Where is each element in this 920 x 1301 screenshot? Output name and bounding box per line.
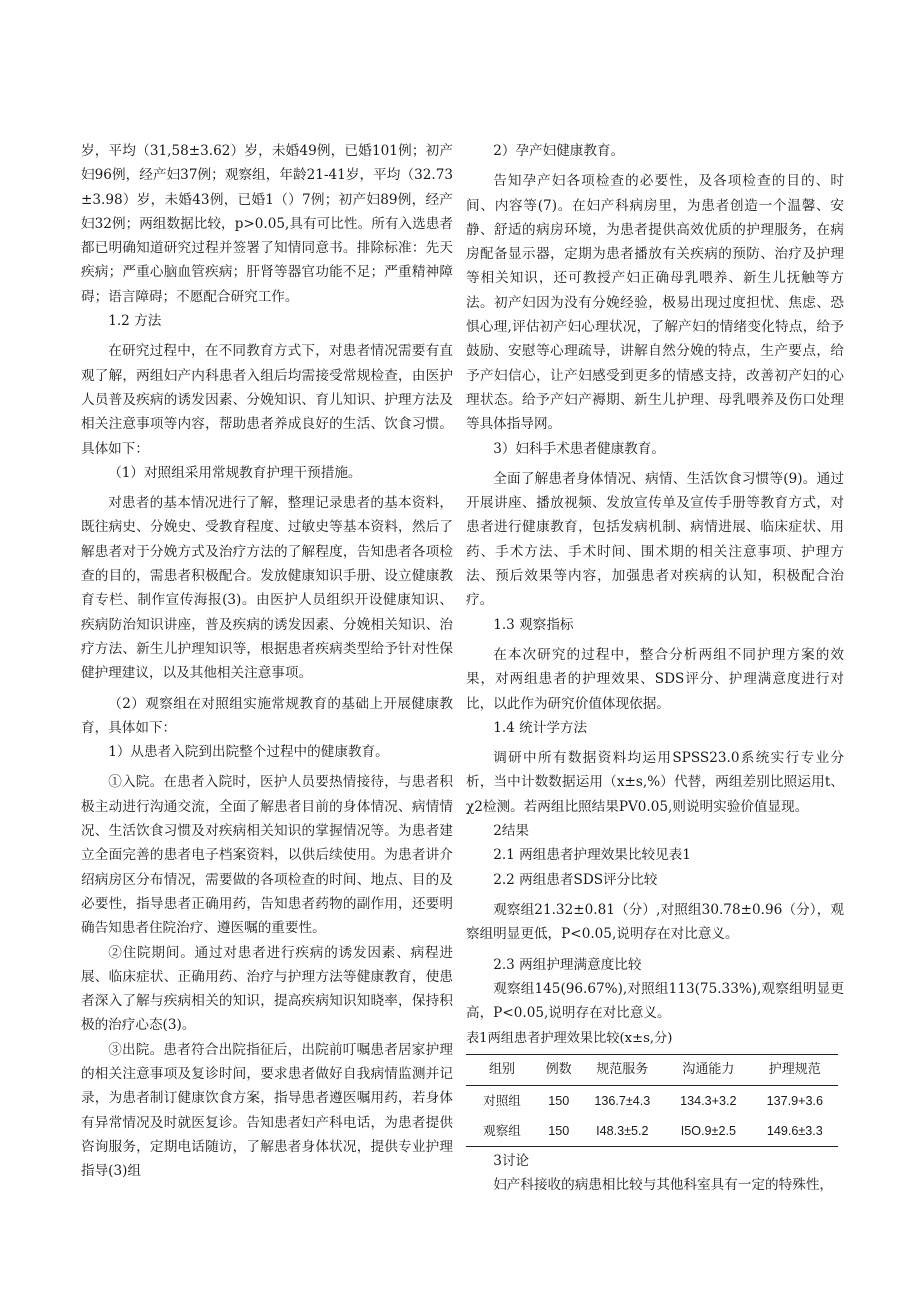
- right-column: [466, 139, 844, 1197]
- paragraph: ③出院。患者符合出院指征后，出院前叮嘱患者居家护理的相关注意事项及复诊时间，要求患者做好自我病情监测并记录，为患者制订健康饮食方案，指导患者遵医嘱用药，若身体有异常情况及时就医复诊。告知患者妇产科电话，为患者提供咨询服务，定期电话随访，了解患者身体状况，提供专业护理指导(3)组: [81, 1041, 453, 1180]
- paragraph: 妇产科接收的病患相比较与其他科室具有一定的特殊性，: [493, 1176, 834, 1193]
- table-cell: 149.6±3.3: [766, 1123, 823, 1138]
- table-cell: 对照组: [483, 1092, 521, 1108]
- paragraph: ②住院期间。通过对患者进行疾病的诱发因素、病程进展、临床症状、正确用药、治疗与护理方法等健康教育，使患者深入了解与疾病相关的知识，提高疾病知识知晓率，保持积极的治疗心态(3)。: [81, 944, 453, 1034]
- paragraph: 观察组145(96.67%),对照组113(75.33%),观察组明显更高，P<0.05,说明存在对比意义。: [466, 980, 844, 1022]
- paragraph: 1）从患者入院到出院整个过程中的健康教育。: [108, 744, 389, 761]
- table-cell: 137.9+3.6: [766, 1093, 823, 1108]
- paragraph: 全面了解患者身体情况、病情、生活饮食习惯等(9)。通过开展讲座、播放视频、发放宣传单及宣传手册等教育方式，对患者进行健康教育，包括发病机制、病情进展、临床症状、用药、手术方法、手术时间、围术期的相关注意事项、护理方法、预后效果等内容，加强患者对疾病的认知，积极配合治疗。: [466, 470, 844, 609]
- paragraph: 3讨论: [493, 1152, 530, 1169]
- right-column-upper: [466, 139, 844, 1025]
- paragraph: 2）孕产妇健康教育。: [493, 143, 625, 159]
- paragraph: 在研究过程中，在不同教育方式下，对患者情况需要有直观了解，两组妇产内科患者入组后均需接受常规检查，由医护人员普及疾病的诱发因素、分娩知识、育儿知识、护理方法及相关注意事项等内容，帮助患者养成良好的生活、饮食习惯。具体如下：: [81, 343, 453, 457]
- header-service: 规范服务: [596, 1061, 649, 1077]
- table-row: [466, 1085, 838, 1116]
- paragraph: （2）观察组在对照组实施常规教育的基础上开展健康教育，具体如下：: [81, 695, 453, 736]
- right-column-lower: [466, 1149, 844, 1198]
- paragraph: 1.2 方法: [108, 313, 162, 330]
- table-cell: I48.3±5.2: [596, 1123, 649, 1138]
- paragraph: 3）妇科手术患者健康教育。: [493, 440, 665, 457]
- paragraph: 调研中所有数据资料均运用SPSS23.0系统实行专业分析，当中计数数据运用（x±s,%）代替，两组差别比照运用t、χ2检测。若两组比照结果PV0.05,则说明实验价值显现。: [466, 750, 844, 815]
- paragraph: 告知孕产妇各项检查的必要性，及各项检查的目的、时间、内容等(7)。在妇产科病房里，为患者创造一个温馨、安静、舒适的病房环境，为患者提供高效优质的护理服务，在病房配备显示器，定期为患者播放有关疾病的预防、治疗及护理等相关知识，还可教授产妇正确母乳喂养、新生儿抚触等方法。初产妇因为没有分娩经验，极易出现过度担忧、焦虑、恐惧心理,评估初产妇心理状况，了解产妇的情绪变化特点，给予鼓励、安慰等心理疏导，讲解自然分娩的特点，生产要点，给予产妇信心，让产妇感受到更多的情感支持，改善初产妇的心理状态。给予产妇产褥期、新生儿护理、母乳喂养及伤口处理等具体指导网。: [466, 173, 844, 433]
- table-cell: 136.7±4.3: [594, 1093, 651, 1108]
- paragraph: （1）对照组采用常规教育护理干预措施。: [108, 464, 362, 481]
- paragraph: 2结果: [493, 823, 530, 840]
- paragraph: 2.3 两组护理满意度比较: [493, 956, 642, 973]
- table-cell: I5O.9±2.5: [680, 1123, 736, 1138]
- header-communication: 沟通能力: [682, 1061, 735, 1077]
- left-column: [81, 139, 453, 1183]
- paragraph: 观察组21.32±0.81（分）,对照组30.78±0.96（分），观察组明显更低，P<0.05,说明存在对比意义。: [466, 901, 844, 943]
- table-caption: 表1两组患者护理效果比较(x±s,分): [466, 1031, 673, 1047]
- paragraph: 2.2 两组患者SDS评分比较: [493, 871, 658, 888]
- header-count: 例数: [545, 1061, 572, 1077]
- table-header-row: [466, 1054, 838, 1085]
- paragraph: 2.1 两组患者护理效果比较见表1: [493, 847, 691, 864]
- header-nursing: 护理规范: [768, 1061, 821, 1077]
- header-group: 组别: [488, 1061, 515, 1077]
- paragraph: 1.3 观察指标: [493, 616, 574, 633]
- paragraph: 1.4 统计学方法: [493, 719, 588, 736]
- paragraph: 对患者的基本情况进行了解，整理记录患者的基本资料，既往病史、分娩史、受教育程度、过敏史等基本资料，然后了解患者对于分娩方式及治疗方法的了解程度，告知患者各项检查的目的，需患者积极配合。发放健康知识手册、设立健康教育专栏、制作宣传海报(3)。由医护人员组织开设健康知识、疾病防治知识讲座，普及疾病的诱发因素、分娩相关知识、治疗方法、新生儿护理知识等，根据患者疾病类型给予针对性保健护理建议，以及其他相关注意事项。: [81, 495, 453, 682]
- paragraph: 岁，平均（31,58±3.62）岁，未婚49例，已婚101例；初产妇96例，经产妇37例；观察组，年龄21-41岁，平均（32.73±3.98）岁，未婚43例，已婚1（）7例；初产妇89例，经产妇32例；两组数据比较，p>0.05,具有可比性。所有入选患者都已明确知道研究过程并签署了知情同意书。排除标准：先天疾病；严重心脑血管疾病；肝肾等器官功能不足；严重精神障碍；语言障碍；不愿配合研究工作。: [81, 143, 453, 305]
- paragraph: 在本次研究的过程中，整合分析两组不同护理方案的效果，对两组患者的护理效果、SDS评分、护理满意度进行对比，以此作为研究价值体现依据。: [466, 646, 844, 712]
- results-table: [466, 1054, 838, 1147]
- table-cell: 134.3+3.2: [680, 1093, 737, 1108]
- table-row: [466, 1116, 838, 1147]
- table-cell: 150: [548, 1123, 570, 1138]
- table-cell: 150: [548, 1093, 570, 1108]
- table-cell: 观察组: [483, 1122, 521, 1138]
- paragraph: ①入院。在患者入院时，医护人员要热情接待，与患者积极主动进行沟通交流，全面了解患者目前的身体情况、病情情况、生活饮食习惯及对疾病相关知识的掌握情况等。为患者建立全面完善的患者电子档案资料，以供后续使用。为患者讲介绍病房区分布情况，需要做的各项检查的时间、地点、目的及必要性，指导患者正确用药，告知患者药物的副作用，还要明确告知患者住院治疗、遵医嘱的重要性。: [81, 774, 453, 937]
